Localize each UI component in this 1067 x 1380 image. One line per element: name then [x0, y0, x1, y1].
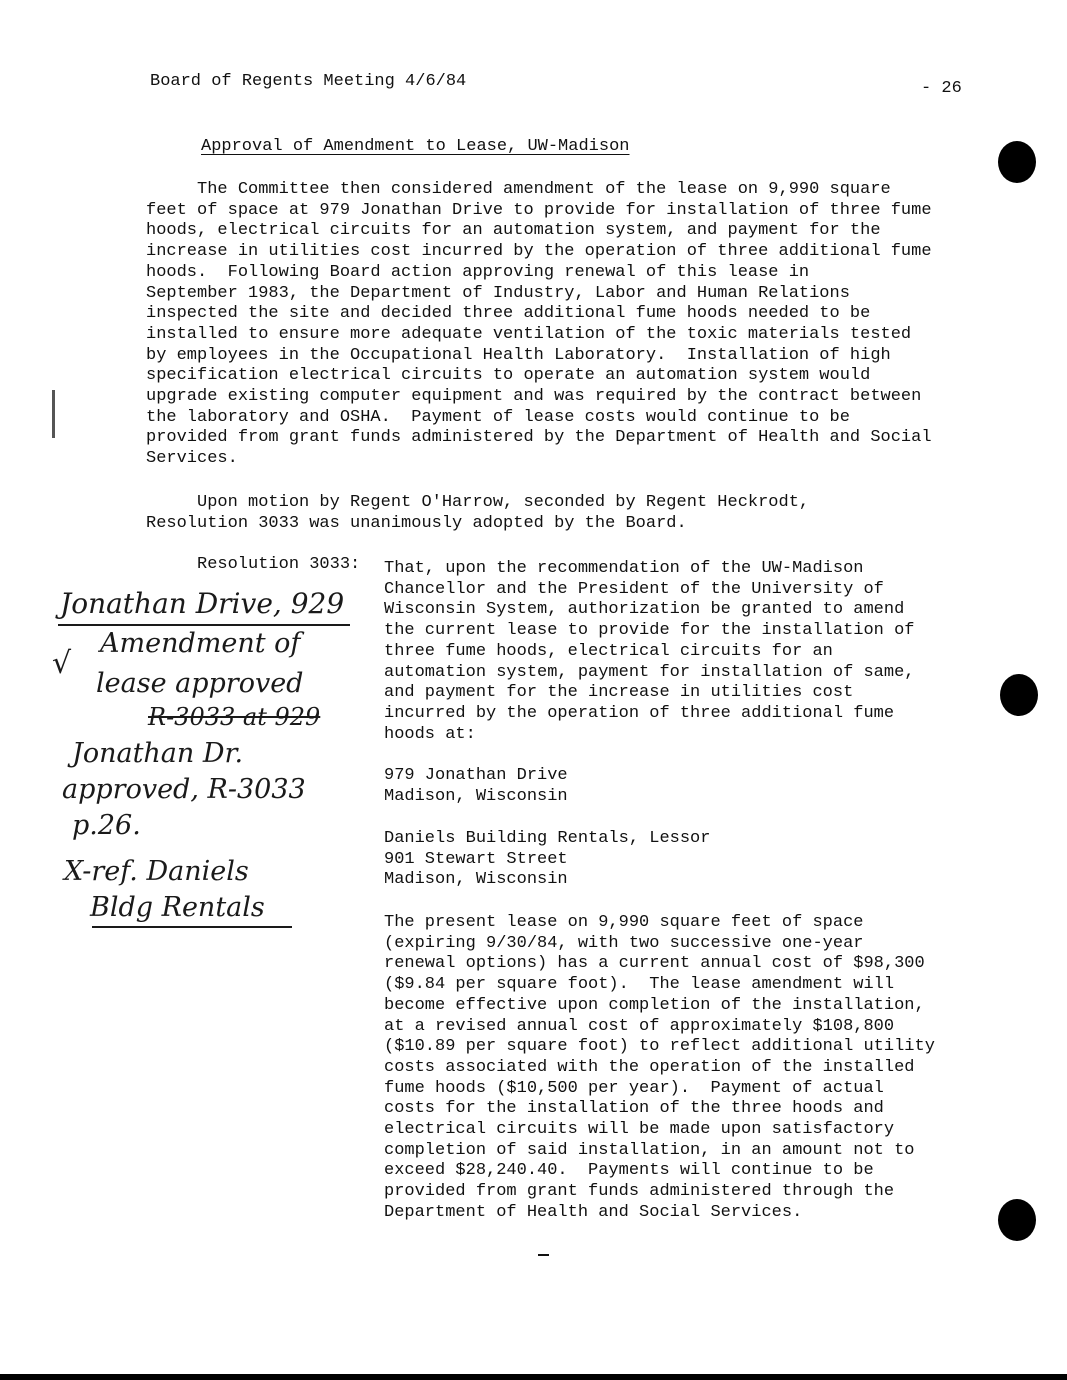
text-line: incurred by the operation of three additional fume [384, 703, 895, 723]
resolution-text [384, 559, 915, 745]
address-line: Madison, Wisconsin [384, 786, 568, 806]
text-line: ($10.89 per square foot) to reflect additional utility [384, 1037, 935, 1057]
text-line: costs associated with the operation of the installed [384, 1057, 915, 1077]
handwritten-line: approved, R-3033 [62, 774, 306, 805]
page-number: - 26 [921, 79, 962, 98]
address-line: Madison, Wisconsin [384, 870, 568, 890]
lessor-address [384, 829, 710, 891]
footer-dash [538, 1254, 549, 1256]
text-line: costs for the installation of the three hoods and [384, 1099, 884, 1119]
handwritten-underline [92, 926, 292, 928]
text-line: provided from grant funds administered by the Department of Health and Social [146, 428, 932, 448]
handwritten-line: R-3033 at 929 [148, 703, 321, 731]
text-line: electrical circuits will be made upon satisfactory [384, 1120, 895, 1140]
text-line: and payment for the increase in utilities cost [384, 683, 854, 703]
handwritten-line: Bldg Rentals [90, 892, 265, 923]
text-line: The Committee then considered amendment of the lease on 9,990 square [146, 180, 891, 199]
text-line: hoods. Following Board action approving renewal of this lease in [146, 262, 810, 282]
text-line: installed to ensure more adequate ventilation of the toxic materials tested [146, 324, 912, 344]
punch-hole [998, 1199, 1036, 1241]
text-line: Wisconsin System, authorization be granted to amend [384, 600, 905, 620]
text-line: Resolution 3033 was unanimously adopted by the Board. [146, 513, 687, 533]
text-line: hoods at: [384, 724, 476, 744]
address-line: 901 Stewart Street [384, 849, 568, 869]
handwritten-line: Amendment of [100, 628, 301, 659]
lease-terms [384, 913, 935, 1224]
address-line: Daniels Building Rentals, Lessor [384, 829, 711, 848]
text-line: the laboratory and OSHA. Payment of lease costs would continue to be [146, 407, 850, 427]
punch-hole [998, 141, 1036, 183]
handwritten-line: Jonathan Drive, 929 [60, 587, 345, 620]
text-line: (expiring 9/30/84, with two successive one-year [384, 933, 864, 953]
meeting-header: Board of Regents Meeting 4/6/84 [150, 72, 467, 91]
text-line: That, upon the recommendation of the UW-Madison [384, 559, 864, 578]
resolution-label: Resolution 3033: [197, 555, 361, 574]
text-line: the current lease to provide for the installation of [384, 621, 915, 641]
text-line: ($9.84 per square foot). The lease amendment will [384, 975, 895, 995]
text-line: by employees in the Occupational Health Laboratory. Installation of high [146, 345, 891, 365]
punch-hole [1000, 674, 1038, 716]
text-line: completion of said installation, in an amount not to [384, 1140, 915, 1160]
text-line: Chancellor and the President of the University of [384, 579, 884, 599]
text-line: fume hoods ($10,500 per year). Payment of actual [384, 1078, 884, 1098]
text-line: September 1983, the Department of Industry, Labor and Human Relations [146, 283, 850, 303]
text-line: The present lease on 9,990 square feet of space [384, 913, 864, 932]
text-line: renewal options) has a current annual cost of $98,300 [384, 954, 925, 974]
scan-edge [0, 1374, 1067, 1380]
text-line: Department of Health and Social Services. [384, 1202, 803, 1222]
text-line: increase in utilities cost incurred by the operation of three additional fume [146, 242, 932, 262]
checkmark-icon: √ [52, 646, 72, 681]
text-line: become effective upon completion of the installation, [384, 995, 925, 1015]
handwritten-line: Jonathan Dr. [72, 738, 244, 769]
text-line: specification electrical circuits to operate an automation system would [146, 366, 871, 386]
section-title: Approval of Amendment to Lease, UW-Madison [201, 137, 630, 156]
site-address [384, 766, 568, 807]
text-line: feet of space at 979 Jonathan Drive to provide for installation of three fume [146, 200, 932, 220]
text-line: at a revised annual cost of approximately $108,800 [384, 1016, 895, 1036]
paragraph-committee [146, 180, 932, 470]
text-line: automation system, payment for installation of same, [384, 662, 915, 682]
handwritten-underline [58, 624, 350, 626]
margin-mark [52, 390, 55, 438]
address-line: 979 Jonathan Drive [384, 766, 568, 785]
text-line: Services. [146, 449, 238, 469]
paragraph-motion [146, 493, 809, 534]
text-line: inspected the site and decided three additional fume hoods needed to be [146, 304, 871, 324]
handwritten-line: p.26. [72, 810, 141, 841]
handwritten-line: lease approved [96, 668, 304, 699]
text-line: hoods, electrical circuits for an automation system, and payment for the [146, 221, 881, 241]
text-line: upgrade existing computer equipment and was required by the contract between [146, 387, 922, 407]
handwritten-line: X-ref. Daniels [64, 856, 249, 887]
text-line: provided from grant funds administered through the [384, 1182, 895, 1202]
text-line: three fume hoods, electrical circuits for an [384, 641, 833, 661]
text-line: exceed $28,240.40. Payments will continue to be [384, 1161, 874, 1181]
text-line: Upon motion by Regent O'Harrow, seconded by Regent Heckrodt, [146, 493, 810, 512]
